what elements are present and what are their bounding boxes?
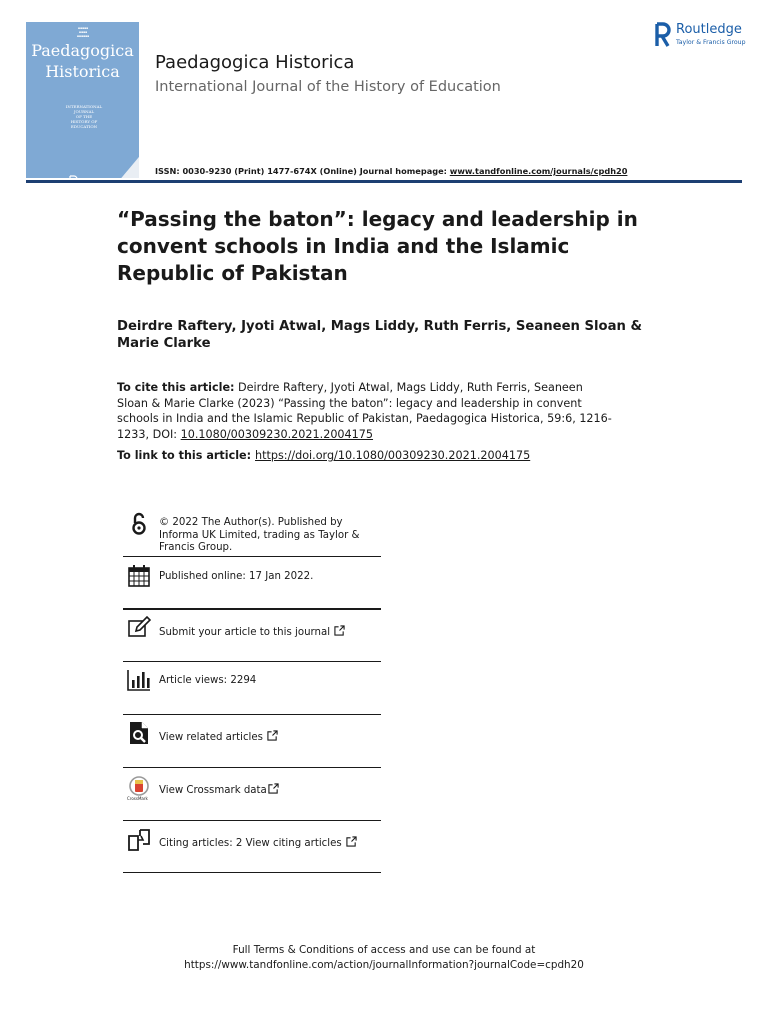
document-search-icon [127, 721, 151, 745]
external-link-icon [268, 783, 279, 794]
crossmark-link[interactable]: View Crossmark data [159, 783, 383, 798]
row-divider [123, 556, 381, 557]
article-doi-link[interactable]: https://doi.org/10.1080/00309230.2021.2004175 [255, 449, 531, 462]
issn-text: ISSN: 0030-9230 (Print) 1477-674X (Online) Journal homepage: [155, 166, 450, 176]
terms-line: Full Terms & Conditions of access and use can be found at [232, 944, 536, 956]
submit-article-link[interactable]: Submit your article to this journal [159, 625, 383, 640]
published-date-text: Published online: 17 Jan 2022. [159, 571, 314, 582]
journal-homepage-link[interactable]: www.tandfonline.com/journals/cpdh20 [449, 166, 628, 176]
cover-publisher-logo [68, 174, 98, 178]
journal-title[interactable]: Paedagogica Historica [155, 52, 355, 73]
journal-subtitle: International Journal of the History of Education [155, 79, 501, 95]
row-divider [123, 661, 381, 662]
article-link-line [117, 449, 530, 462]
publisher-tagline: Taylor & Francis Group [676, 39, 746, 46]
publisher-name: Routledge [676, 22, 742, 37]
external-link-icon [267, 730, 278, 741]
submit-row[interactable] [123, 614, 381, 662]
views-row [123, 668, 381, 715]
terms-footer [0, 943, 768, 973]
citing-articles-icon [127, 828, 151, 852]
citation-text: Deirdre Raftery, Jyoti Atwal, Mags Liddy, Ruth Ferris, Seaneen Sloan & Marie Clarke (2023) “Passing the baton”: legacy and leadership in convent schools in India and the Islamic Republic of Pakistan, Paedagogica Historica, 59:6, 1216-1233, DOI: [117, 381, 612, 441]
article-authors: Deirdre Raftery, Jyoti Atwal, Mags Liddy, Ruth Ferris, Seaneen Sloan & Marie Clarke [117, 319, 642, 351]
citation-label: To cite this article: [117, 381, 235, 394]
published-row [123, 562, 381, 609]
row-divider [123, 767, 381, 768]
related-articles-link[interactable]: View related articles [159, 730, 383, 745]
citing-articles-link[interactable]: Citing articles: 2 View citing articles [159, 836, 383, 851]
cover-volume-text: ▪▪▪▪▪ ▪▪▪▪ ▪▪▪▪▪▪ [76, 26, 90, 38]
open-access-icon [127, 512, 151, 536]
crossmark-row[interactable] [123, 774, 381, 821]
citation-block [117, 380, 617, 442]
row-divider [123, 608, 381, 610]
cover-subtitle: INTERNATIONAL JOURNAL OF THE HISTORY OF EDUCATION [65, 104, 103, 129]
license-row [123, 512, 381, 558]
row-divider [123, 820, 381, 821]
cover-title-line1: Paedagogica [31, 41, 134, 60]
citation-doi-link[interactable]: 10.1080/00309230.2021.2004175 [180, 427, 374, 441]
license-text: © 2022 The Author(s). Published by Informa UK Limited, trading as Taylor & Francis Group. [159, 517, 360, 553]
cover-corner-band [120, 149, 139, 178]
row-divider [123, 872, 381, 873]
link-label: To link to this article: [117, 449, 255, 462]
article-title: “Passing the baton”: legacy and leadership in convent schools in India and the Islamic Republic of Pakistan [117, 207, 638, 285]
issn-line [155, 166, 627, 176]
crossmark-logo-text: CrossMark [127, 796, 148, 801]
calendar-icon [127, 564, 151, 588]
external-link-icon [346, 836, 357, 847]
header-divider [26, 180, 742, 183]
article-views-text: Article views: 2294 [159, 675, 257, 686]
citing-row[interactable] [123, 827, 381, 874]
edit-icon [127, 616, 151, 640]
journal-cover-image [26, 22, 139, 178]
cover-title-line2: Historica [45, 62, 120, 81]
external-link-icon [334, 625, 345, 636]
terms-url[interactable]: https://www.tandfonline.com/action/journalInformation?journalCode=cpdh20 [184, 959, 584, 971]
bar-chart-icon [127, 668, 151, 692]
related-row[interactable] [123, 721, 381, 768]
row-divider [123, 714, 381, 715]
